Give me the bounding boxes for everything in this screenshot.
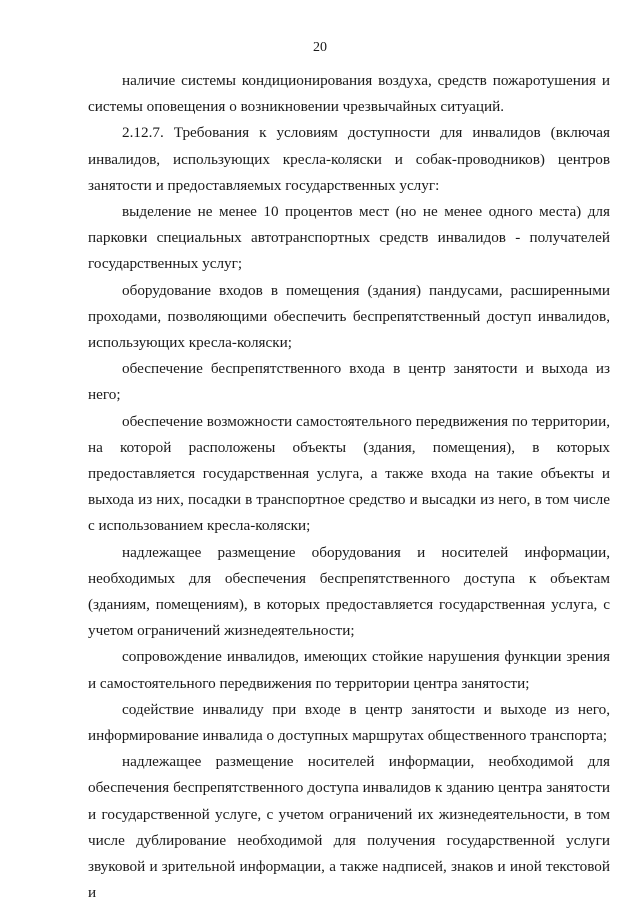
paragraph: сопровождение инвалидов, имеющих стойкие нарушения функции зрения и самостоятельного передвижения по территории центра занятости; <box>88 648 610 692</box>
paragraph: наличие системы кондиционирования воздуха, средств пожаротушения и системы оповещения о возникновении чрезвычайных ситуаций. <box>88 72 610 116</box>
page-number: 20 <box>313 40 327 55</box>
document-body <box>88 68 610 907</box>
paragraph: выделение не менее 10 процентов мест (но не менее одного места) для парковки специальных автотранспортных средств инвалидов - получателей государственных услуг; <box>88 203 610 273</box>
paragraph: надлежащее размещение оборудования и носителей информации, необходимых для обеспечения беспрепятственного доступа к объектам (зданиям, помещениям), в которых предоставляется государственная услуга, с учетом ограничений жизнедеятельности; <box>88 543 610 640</box>
paragraph: обеспечение возможности самостоятельного передвижения по территории, на которой расположены объекты (здания, помещения), в которых предоставляется государственная услуга, а также входа на такие объекты и выхода из них, посадки в транспортное средство и высадки из него, в том числе с использованием кресла-коляски; <box>88 412 610 535</box>
paragraph: оборудование входов в помещения (здания) пандусами, расширенными проходами, позволяющими обеспечить беспрепятственный доступ инвалидов, использующих кресла-коляски; <box>88 281 610 352</box>
paragraph: надлежащее размещение носителей информации, необходимой для обеспечения беспрепятственного доступа инвалидов к зданию центра занятости и государственной услуге, с учетом ограничений их жизнедеятельности, в том числе дублирование необходимой для получения государственной услуги звуковой и зрительной информации, а также надписей, знаков и иной текстовой и <box>88 753 610 902</box>
paragraph: 2.12.7. Требования к условиям доступности для инвалидов (включая инвалидов, использующих кресла-коляски и собак-проводников) центров занятости и предоставляемых государственных услуг: <box>88 124 610 194</box>
paragraph: содействие инвалиду при входе в центр занятости и выходе из него, информирование инвалида о доступных маршрутах общественного транспорта; <box>88 700 610 745</box>
paragraph: обеспечение беспрепятственного входа в центр занятости и выхода из него; <box>88 360 610 404</box>
